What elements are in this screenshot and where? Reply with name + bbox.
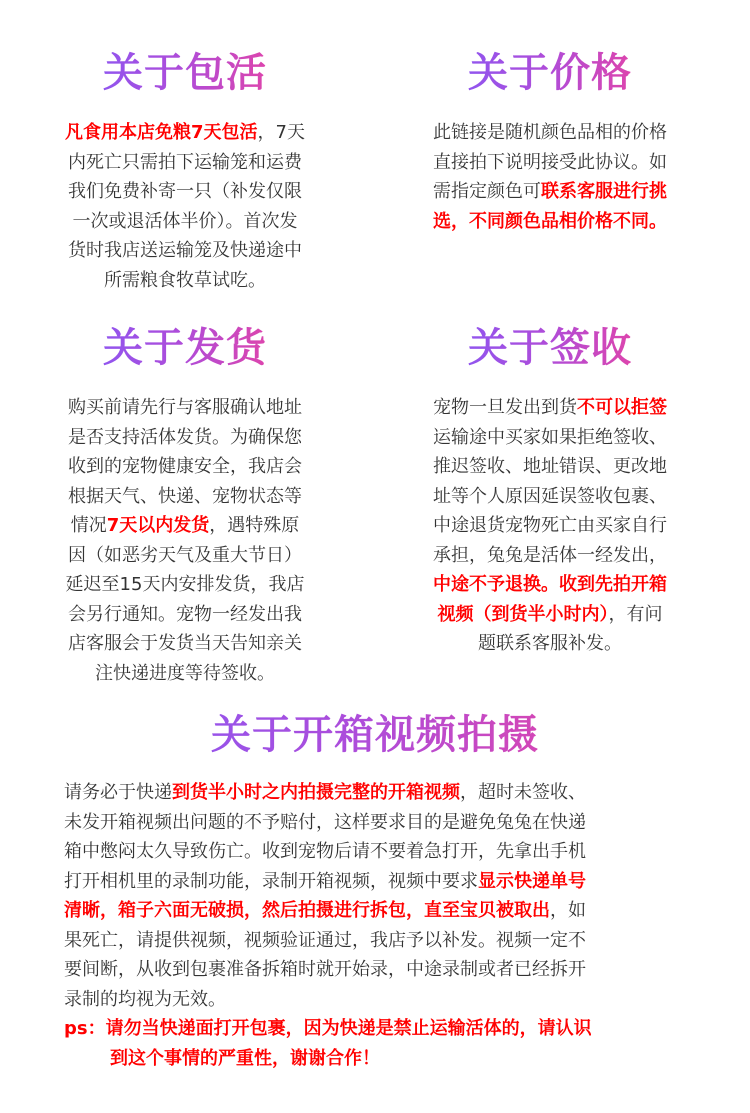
text-line [40,118,330,148]
section-body-baohuo [40,118,330,295]
body-text: 延迟至15天内安排发货，我店 [65,574,305,595]
text-line [64,778,694,808]
highlight-text: 中途不予退换。收到先拍开箱 [433,574,667,595]
section-body-fahuo [40,393,330,688]
text-line [64,926,694,956]
section-title-jiage: 关于价格 [405,48,695,98]
body-text: 未发开箱视频出问题的不予赔付，这样要求目的是避免兔兔在快递 [64,811,586,833]
highlight-text: 显示快递单号 [478,870,586,892]
highlight-text: 视频（到货半小时内） [437,603,609,625]
highlight-text: 不可以拒签 [577,397,667,418]
ps-note [64,1014,694,1073]
text-line [64,808,694,838]
body-text: ，有问 [608,603,663,625]
body-text: 因（如恶劣天气及重大节日） [68,544,302,566]
text-line [40,177,330,207]
body-text: 址等个人原因延误签收包裹、 [433,485,667,507]
ps-line-1: ps：请勿当快递面打开包裹，因为快递是禁止运输活体的，请认识 [64,1018,592,1039]
body-text: 打开相机里的录制功能，录制开箱视频，视频中要求 [64,870,478,892]
highlight-text: 联系客服进行挑 [541,181,667,202]
section-title-kaixiang: 关于开箱视频拍摄 [0,710,750,760]
body-text: 请务必于快递 [64,782,172,803]
body-text: 收到的宠物健康安全，我店会 [68,456,302,477]
highlight-text: 选，不同颜色品相价格不同。 [433,210,667,232]
text-line [64,837,694,867]
text-line [40,629,330,659]
body-text: 此链接是随机颜色品相的价格 [433,122,667,143]
text-line [405,177,695,207]
section-body-jiage [405,118,695,236]
highlight-text: 7天以内发货 [106,515,210,536]
section-title-qianshou: 关于签收 [405,323,695,373]
body-text: 承担，兔兔是活体一经发出， [433,544,667,566]
body-text: 购买前请先行与客服确认地址 [68,397,302,418]
body-text: 店客服会于发货当天告知亲关 [68,633,302,654]
section-body-qianshou [405,393,695,659]
body-text: 根据天气、快递、宠物状态等 [68,485,302,507]
text-line [405,629,695,659]
body-text: 是否支持活体发货。为确保您 [68,426,302,448]
body-text: ，超时未签收、 [460,782,586,803]
text-line [40,266,330,296]
text-line [405,393,695,423]
body-text: 果死亡，请提供视频，视频验证通过，我店予以补发。视频一定不 [64,929,586,951]
text-line [40,570,330,600]
text-line [405,541,695,571]
highlight-text: 到货半小时之内拍摄完整的开箱视频 [172,782,460,803]
body-text: ，7天 [257,122,305,143]
text-line [40,600,330,630]
text-line [405,118,695,148]
text-line [40,452,330,482]
text-line [64,896,694,926]
body-text: 录制的均视为无效。 [64,988,226,1010]
text-line [405,148,695,178]
text-line [40,148,330,178]
highlight-text: 凡食用本店免粮7天包活 [65,122,258,143]
text-line [40,482,330,512]
text-line [40,236,330,266]
text-line [405,452,695,482]
body-text: 一次或退活体半价）。首次发 [72,210,298,232]
text-line [405,600,695,630]
body-text: 我们免费补寄一只（补发仅限 [68,181,302,202]
body-text: 货时我店送运输笼及快递途中 [68,240,302,261]
body-text: 直接拍下说明接受此协议。如 [433,151,667,173]
body-text: 会另行通知。宠物一经发出我 [68,603,302,625]
body-text: 题联系客服补发。 [478,633,622,654]
body-text: 所需粮食牧草试吃。 [104,269,266,291]
text-line [64,955,694,985]
body-text: 要间断，从收到包裹准备拆箱时就开始录，中途录制或者已经拆开 [64,959,586,980]
text-line [40,659,330,689]
text-line [40,511,330,541]
text-line [405,207,695,237]
body-text: ，如 [550,900,586,921]
text-line [40,393,330,423]
body-text: 情况 [70,515,107,536]
text-line [64,867,694,897]
body-text: 宠物一旦发出到货 [433,397,577,418]
text-line [405,482,695,512]
body-text: 内死亡只需拍下运输笼和运费 [68,151,302,173]
body-text: 箱中憋闷太久导致伤亡。收到宠物后请不要着急打开，先拿出手机 [64,841,586,862]
ps-line-2: 到这个事情的严重性，谢谢合作！ [110,1047,380,1069]
text-line [405,570,695,600]
section-title-baohuo: 关于包活 [40,48,330,98]
body-text: ，遇特殊原 [209,515,300,536]
text-line [40,541,330,571]
section-title-fahuo: 关于发货 [40,323,330,373]
section-body-kaixiang [64,778,694,1014]
body-text: 运输途中买家如果拒绝签收、 [433,426,667,448]
text-line [64,985,694,1015]
text-line [405,423,695,453]
highlight-text: 清晰，箱子六面无破损，然后拍摄进行拆包，直至宝贝被取出 [64,900,550,921]
text-line [40,423,330,453]
text-line [405,511,695,541]
body-text: 中途退货宠物死亡由买家自行 [433,515,667,536]
body-text: 注快递进度等待签收。 [95,662,275,684]
text-line [40,207,330,237]
body-text: 需指定颜色可 [433,181,541,202]
body-text: 推迟签收、地址错误、更改地 [433,456,667,477]
